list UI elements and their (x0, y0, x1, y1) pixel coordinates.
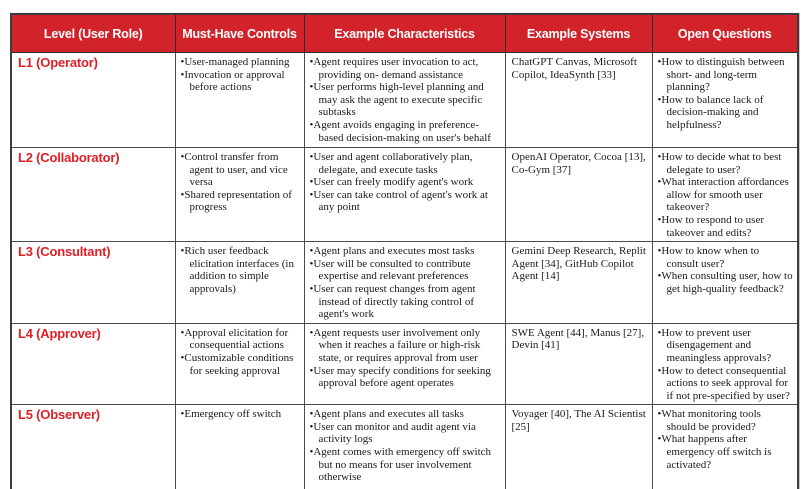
bullet-item: • User can freely modify agent's work (310, 176, 501, 189)
characteristics-cell (304, 53, 505, 148)
bullet-list (310, 327, 501, 390)
bullet-list (658, 151, 794, 239)
example-systems: Gemini Deep Research, Replit Agent [34], GitHub Copilot Agent [14] (505, 242, 652, 324)
table-row-l4 (11, 323, 798, 405)
bullet-list (658, 245, 794, 295)
level-label: L1 (Operator) (11, 53, 175, 148)
bullet-item: • Emergency off switch (181, 408, 300, 421)
bullet-list (181, 408, 300, 421)
bullet-item: • How to respond to user takeover and edits? (658, 214, 794, 239)
questions-cell (652, 323, 798, 405)
header-row (11, 14, 798, 53)
bullet-item: • How to detect consequential actions to seek approval for if not pre-specified by user? (658, 365, 794, 403)
bullet-item: • Agent plans and executes most tasks (310, 245, 501, 258)
example-systems: Voyager [40], The AI Scientist [25] (505, 405, 652, 489)
bullet-item: • How to decide what to best delegate to user? (658, 151, 794, 176)
bullet-item: • User-managed planning (181, 56, 300, 69)
bullet-item: • What monitoring tools should be provided? (658, 408, 794, 433)
bullet-item: • How to prevent user disengagement and meaningless approvals? (658, 327, 794, 365)
table-row-l1 (11, 53, 798, 148)
bullet-item: • Agent requests user involvement only when it reaches a failure or high-risk state, or requires approval from user (310, 327, 501, 365)
bullet-item: • Rich user feedback elicitation interfaces (in addition to simple approvals) (181, 245, 300, 295)
bullet-list (310, 245, 501, 321)
bullet-item: • When consulting user, how to get high-quality feedback? (658, 270, 794, 295)
controls-cell (175, 323, 304, 405)
user-role-levels-table (10, 13, 799, 489)
bullet-item: • What interaction affordances allow for smooth user takeover? (658, 176, 794, 214)
level-label: L4 (Approver) (11, 323, 175, 405)
controls-cell (175, 148, 304, 242)
column-header-3: Example Characteristics (304, 14, 505, 53)
characteristics-cell (304, 323, 505, 405)
bullet-item: • Approval elicitation for consequential actions (181, 327, 300, 352)
questions-cell (652, 405, 798, 489)
example-systems: SWE Agent [44], Manus [27], Devin [41] (505, 323, 652, 405)
bullet-item: • Agent requires user invocation to act, providing on- demand assistance (310, 56, 501, 81)
bullet-item: • What happens after emergency off switch is activated? (658, 433, 794, 471)
bullet-item: • Agent comes with emergency off switch but no means for user involvement otherwise (310, 446, 501, 484)
level-label: L5 (Observer) (11, 405, 175, 489)
example-systems: OpenAI Operator, Cocoa [13], Co-Gym [37] (505, 148, 652, 242)
bullet-list (181, 56, 300, 94)
bullet-list (658, 56, 794, 132)
table-row-l2 (11, 148, 798, 242)
bullet-item: • Agent plans and executes all tasks (310, 408, 501, 421)
characteristics-cell (304, 148, 505, 242)
table-row-l5 (11, 405, 798, 489)
bullet-item: • User performs high-level planning and may ask the agent to execute specific subtasks (310, 81, 501, 119)
bullet-item: • User can take control of agent's work at any point (310, 189, 501, 214)
bullet-list (181, 327, 300, 377)
bullet-item: • How to know when to consult user? (658, 245, 794, 270)
bullet-item: • User will be consulted to contribute expertise and relevant preferences (310, 258, 501, 283)
bullet-list (310, 56, 501, 144)
questions-cell (652, 242, 798, 324)
bullet-list (658, 408, 794, 471)
bullet-item: • Customizable conditions for seeking approval (181, 352, 300, 377)
bullet-list (181, 151, 300, 214)
controls-cell (175, 53, 304, 148)
column-header-5: Open Questions (652, 14, 798, 53)
bullet-item: • User can monitor and audit agent via activity logs (310, 421, 501, 446)
controls-cell (175, 242, 304, 324)
table-header (11, 14, 798, 53)
bullet-item: • Agent avoids engaging in preference-based decision-making on user's behalf (310, 119, 501, 144)
questions-cell (652, 53, 798, 148)
bullet-item: • User and agent collaboratively plan, delegate, and execute tasks (310, 151, 501, 176)
bullet-item: • User may specify conditions for seeking approval before agent operates (310, 365, 501, 390)
bullet-item: • Shared representation of progress (181, 189, 300, 214)
questions-cell (652, 148, 798, 242)
table-body (11, 53, 798, 489)
level-label: L2 (Collaborator) (11, 148, 175, 242)
column-header-4: Example Systems (505, 14, 652, 53)
column-header-2: Must-Have Controls (175, 14, 304, 53)
level-label: L3 (Consultant) (11, 242, 175, 324)
bullet-item: • Control transfer from agent to user, and vice versa (181, 151, 300, 189)
characteristics-cell (304, 242, 505, 324)
controls-cell (175, 405, 304, 489)
bullet-list (658, 327, 794, 403)
bullet-list (181, 245, 300, 295)
bullet-item: • Invocation or approval before actions (181, 69, 300, 94)
bullet-item: • User can request changes from agent instead of directly taking control of agent's work (310, 283, 501, 321)
characteristics-cell (304, 405, 505, 489)
example-systems: ChatGPT Canvas, Microsoft Copilot, IdeaSynth [33] (505, 53, 652, 148)
bullet-list (310, 408, 501, 484)
column-header-1: Level (User Role) (11, 14, 175, 53)
bullet-item: • How to distinguish between short- and long-term planning? (658, 56, 794, 94)
bullet-list (310, 151, 501, 214)
bullet-item: • How to balance lack of decision-making and helpfulness? (658, 94, 794, 132)
table-row-l3 (11, 242, 798, 324)
